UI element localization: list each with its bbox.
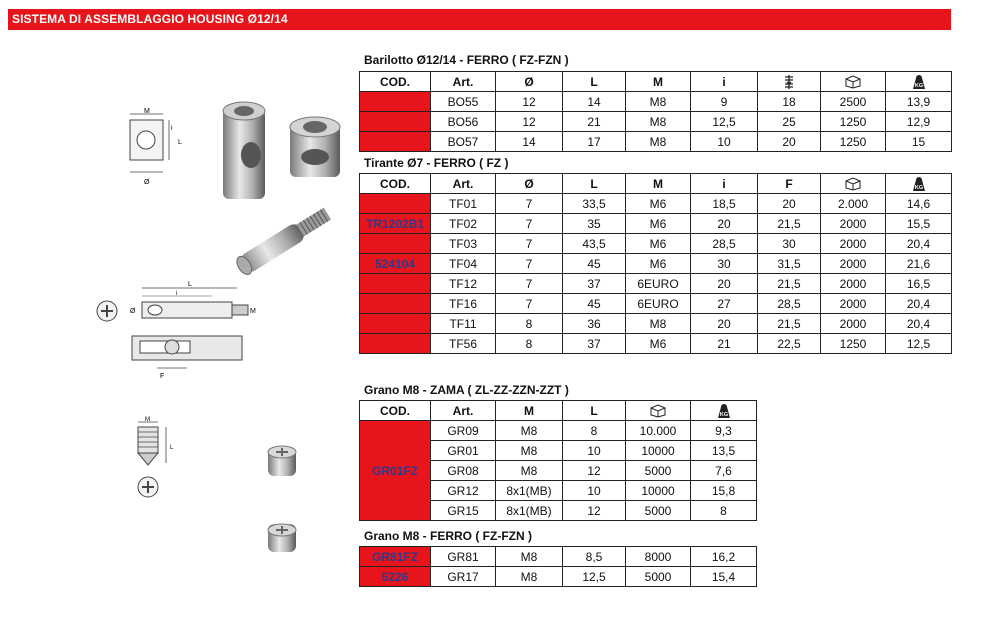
cell: 13,9 — [886, 92, 952, 112]
weight-kg-icon — [911, 74, 927, 90]
cell: 12,5 — [691, 112, 758, 132]
col-cod: COD. — [360, 174, 431, 194]
cell: 7 — [496, 214, 563, 234]
cell: 1250 — [821, 112, 886, 132]
cell: BO57 — [431, 132, 496, 152]
cell: 1250 — [821, 334, 886, 354]
cell: 10.000 — [626, 421, 691, 441]
cell: 5000 — [626, 567, 691, 587]
table-tirante — [359, 173, 952, 354]
box-icon — [649, 404, 667, 418]
cell: 21,5 — [758, 214, 821, 234]
cod-cell — [360, 92, 431, 112]
table-grano-zama — [359, 400, 757, 521]
cell: 10000 — [626, 481, 691, 501]
cell: TF56 — [431, 334, 496, 354]
svg-text:KG: KG — [914, 82, 923, 89]
cell: 7 — [496, 294, 563, 314]
cell: 8000 — [626, 547, 691, 567]
cell: 20 — [758, 132, 821, 152]
cell: 7 — [496, 254, 563, 274]
cell: 15,4 — [691, 567, 757, 587]
table-barilotto — [359, 71, 952, 152]
cell: 7 — [496, 234, 563, 254]
cell: M6 — [626, 234, 691, 254]
cell: GR08 — [431, 461, 496, 481]
table-row — [360, 92, 952, 112]
cell: 12,5 — [563, 567, 626, 587]
section-title-grano-ferro: Grano M8 - FERRO ( FZ-FZN ) — [364, 529, 532, 543]
cell: 8 — [496, 314, 563, 334]
cell: 10 — [563, 441, 626, 461]
cell: 43,5 — [563, 234, 626, 254]
box-icon — [844, 177, 862, 191]
cod-cell — [360, 314, 431, 334]
section-title-grano-zama: Grano M8 - ZAMA ( ZL-ZZ-ZZN-ZZT ) — [364, 383, 569, 397]
cell: 21 — [563, 112, 626, 132]
col-cod: COD. — [360, 401, 431, 421]
col-diameter: Ø — [496, 72, 563, 92]
thread-pitch-icon — [783, 75, 795, 89]
section-title-barilotto: Barilotto Ø12/14 - FERRO ( FZ-FZN ) — [364, 53, 569, 67]
cell: 45 — [563, 294, 626, 314]
cell: 9,3 — [691, 421, 757, 441]
table-row — [360, 334, 952, 354]
svg-text:i: i — [171, 125, 173, 132]
cell: 45 — [563, 254, 626, 274]
cod-cell — [360, 294, 431, 314]
svg-text:M: M — [250, 308, 256, 315]
cell: 12 — [496, 92, 563, 112]
barrel-diagram — [118, 108, 198, 193]
weight-kg-icon — [911, 176, 927, 192]
box-icon — [844, 75, 862, 89]
cell: 8 — [691, 501, 757, 521]
col-length: L — [563, 401, 626, 421]
col-i: i — [691, 174, 758, 194]
cod-cell: 524104 — [360, 254, 431, 274]
cell: 20 — [691, 314, 758, 334]
cell: 12 — [563, 461, 626, 481]
table-row — [360, 567, 757, 587]
table-row — [360, 421, 757, 441]
col-diameter: Ø — [496, 174, 563, 194]
cell: 10000 — [626, 441, 691, 461]
cell: M8 — [626, 92, 691, 112]
col-i: i — [691, 72, 758, 92]
cell: 2000 — [821, 314, 886, 334]
cell: 8 — [563, 421, 626, 441]
cell: M8 — [496, 547, 563, 567]
cell: 27 — [691, 294, 758, 314]
cell: GR15 — [431, 501, 496, 521]
col-weight — [886, 174, 952, 194]
table-header-row — [360, 401, 757, 421]
table-row — [360, 214, 952, 234]
col-box — [821, 72, 886, 92]
cell: GR17 — [431, 567, 496, 587]
cell: 15 — [886, 132, 952, 152]
cell: 2.000 — [821, 194, 886, 214]
cell: 20,4 — [886, 294, 952, 314]
cell: TF03 — [431, 234, 496, 254]
section-title-tirante: Tirante Ø7 - FERRO ( FZ ) — [364, 156, 509, 170]
cell: 15,5 — [886, 214, 952, 234]
cell: 9 — [691, 92, 758, 112]
cell: 21 — [691, 334, 758, 354]
cell: 13,5 — [691, 441, 757, 461]
svg-text:Ø: Ø — [144, 179, 150, 186]
cell: M8 — [626, 314, 691, 334]
table-row — [360, 234, 952, 254]
cell: 37 — [563, 334, 626, 354]
cod-cell: 5226 — [360, 567, 431, 587]
cell: 16,2 — [691, 547, 757, 567]
svg-text:KG: KG — [914, 184, 923, 191]
col-thread: M — [496, 401, 563, 421]
svg-text:L: L — [178, 139, 182, 146]
cell: 2000 — [821, 254, 886, 274]
col-art: Art. — [431, 174, 496, 194]
cell: TF01 — [431, 194, 496, 214]
cell: 5000 — [626, 461, 691, 481]
cell: 21,6 — [886, 254, 952, 274]
cell: 1250 — [821, 132, 886, 152]
page-title: SISTEMA DI ASSEMBLAGGIO HOUSING Ø12/14 — [12, 12, 288, 26]
table-header-row — [360, 174, 952, 194]
cell: BO56 — [431, 112, 496, 132]
cell: 18 — [758, 92, 821, 112]
cell: 2000 — [821, 234, 886, 254]
cell: 6EURO — [626, 274, 691, 294]
cell: 30 — [758, 234, 821, 254]
table-row — [360, 112, 952, 132]
svg-text:i: i — [176, 291, 178, 297]
svg-text:M: M — [145, 417, 150, 423]
cell: 21,5 — [758, 274, 821, 294]
cell: 28,5 — [691, 234, 758, 254]
grub-screw-diagram — [128, 415, 188, 500]
cell: M6 — [626, 194, 691, 214]
col-thread: M — [626, 72, 691, 92]
table-row — [360, 547, 757, 567]
cell: 14,6 — [886, 194, 952, 214]
bolt-diagram — [92, 278, 267, 383]
cell: 31,5 — [758, 254, 821, 274]
cell: TF02 — [431, 214, 496, 234]
barrel-photo — [215, 95, 355, 210]
cell: 12 — [563, 501, 626, 521]
col-length: L — [563, 174, 626, 194]
col-weight — [691, 401, 757, 421]
table-header-row — [360, 72, 952, 92]
grub-screw-photo-2 — [262, 518, 302, 558]
cell: M8 — [626, 132, 691, 152]
table-row — [360, 194, 952, 214]
cell: TF16 — [431, 294, 496, 314]
cell: GR81 — [431, 547, 496, 567]
cell: M8 — [496, 421, 563, 441]
cell: 25 — [758, 112, 821, 132]
col-weight — [886, 72, 952, 92]
cell: 14 — [496, 132, 563, 152]
cell: 28,5 — [758, 294, 821, 314]
col-cod: COD. — [360, 72, 431, 92]
cell: M8 — [496, 441, 563, 461]
cell: 16,5 — [886, 274, 952, 294]
cell: 7 — [496, 274, 563, 294]
cell: GR09 — [431, 421, 496, 441]
svg-text:L: L — [170, 445, 174, 451]
cell: BO55 — [431, 92, 496, 112]
cell: 14 — [563, 92, 626, 112]
col-thread: M — [626, 174, 691, 194]
cell: 33,5 — [563, 194, 626, 214]
cell: M6 — [626, 214, 691, 234]
cell: 10 — [691, 132, 758, 152]
cod-cell — [360, 112, 431, 132]
svg-text:KG: KG — [719, 411, 728, 418]
cell: M8 — [626, 112, 691, 132]
cell: 2000 — [821, 294, 886, 314]
svg-text:F: F — [160, 373, 165, 380]
cell: 8x1(MB) — [496, 501, 563, 521]
cell: M6 — [626, 254, 691, 274]
cell: 2000 — [821, 214, 886, 234]
cell: 37 — [563, 274, 626, 294]
cell: 7 — [496, 194, 563, 214]
table-body-tirante — [360, 194, 952, 354]
cod-cell — [360, 274, 431, 294]
cell: 7,6 — [691, 461, 757, 481]
table-grano-ferro — [359, 546, 757, 587]
svg-text:Ø: Ø — [130, 308, 136, 315]
table-row — [360, 132, 952, 152]
cell: 20,4 — [886, 234, 952, 254]
svg-text:L: L — [188, 281, 192, 288]
cod-cell — [360, 132, 431, 152]
cell: 8,5 — [563, 547, 626, 567]
col-f: F — [758, 174, 821, 194]
cell: TF12 — [431, 274, 496, 294]
col-box — [821, 174, 886, 194]
cell: 18,5 — [691, 194, 758, 214]
header-bar — [8, 9, 951, 30]
svg-text:M: M — [144, 108, 150, 115]
table-row — [360, 294, 952, 314]
table-row — [360, 314, 952, 334]
cod-cell: GR01FZ — [360, 421, 431, 521]
cell: 15,8 — [691, 481, 757, 501]
cod-cell — [360, 194, 431, 214]
cell: 20 — [758, 194, 821, 214]
cell: 8 — [496, 334, 563, 354]
cell: M8 — [496, 461, 563, 481]
col-art: Art. — [431, 401, 496, 421]
cod-cell — [360, 234, 431, 254]
cell: GR12 — [431, 481, 496, 501]
cell: TF04 — [431, 254, 496, 274]
cell: 22,5 — [758, 334, 821, 354]
cell: 21,5 — [758, 314, 821, 334]
col-box — [626, 401, 691, 421]
table-row — [360, 254, 952, 274]
table-row — [360, 274, 952, 294]
grub-screw-photo-1 — [262, 440, 302, 482]
cell: 20,4 — [886, 314, 952, 334]
cod-cell: GR81FZ — [360, 547, 431, 567]
cell: TF11 — [431, 314, 496, 334]
cell: 35 — [563, 214, 626, 234]
cell: 12,9 — [886, 112, 952, 132]
cod-cell — [360, 334, 431, 354]
cell: 12 — [496, 112, 563, 132]
col-art: Art. — [431, 72, 496, 92]
cell: M6 — [626, 334, 691, 354]
cell: 2500 — [821, 92, 886, 112]
cod-cell: TR1202B1 — [360, 214, 431, 234]
cell: 2000 — [821, 274, 886, 294]
cell: 17 — [563, 132, 626, 152]
cell: 36 — [563, 314, 626, 334]
cell: 20 — [691, 214, 758, 234]
cell: 8x1(MB) — [496, 481, 563, 501]
cell: 6EURO — [626, 294, 691, 314]
cell: 12,5 — [886, 334, 952, 354]
cell: 10 — [563, 481, 626, 501]
cell: 30 — [691, 254, 758, 274]
cell: 20 — [691, 274, 758, 294]
bolt-photo — [225, 200, 345, 280]
weight-kg-icon — [716, 403, 732, 419]
cell: M8 — [496, 567, 563, 587]
cell: 5000 — [626, 501, 691, 521]
col-length: L — [563, 72, 626, 92]
col-thread-pitch — [758, 72, 821, 92]
cell: GR01 — [431, 441, 496, 461]
